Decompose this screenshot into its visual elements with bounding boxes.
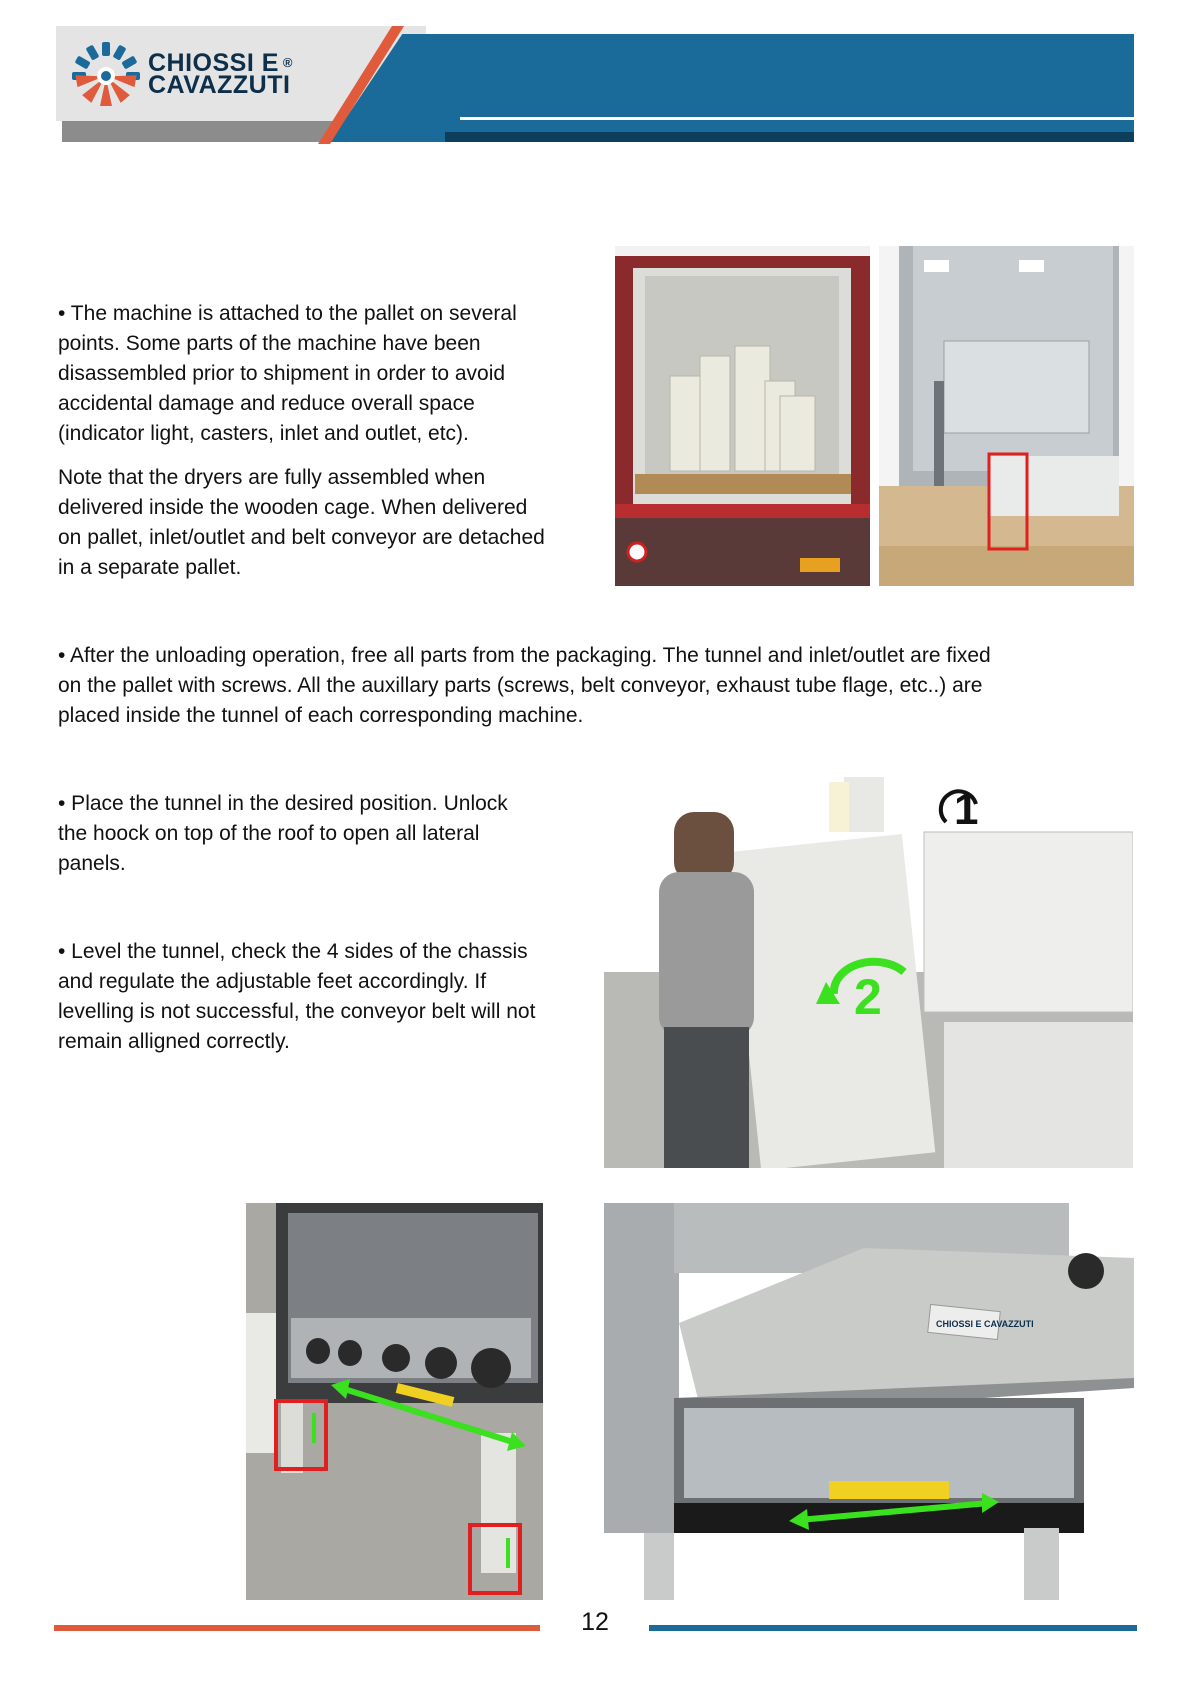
footer-blue-line [649,1625,1137,1631]
step-2-label: 2 [854,969,882,1025]
company-logo-text [148,49,294,99]
pallet-paragraph: • The machine is attached to the pallet on several points. Some parts of the machine have been disassembled prior to shipment in order to avoid accidental damage and reduce overall space (indicator light, casters, inlet and outlet, etc). [58,302,517,445]
logo-registered-mark: ® [282,55,294,70]
header-blue-banner [330,34,1134,142]
header-dark-strip [445,132,1134,142]
open-panel-photo [604,772,1133,1168]
levelling-feet-photo [246,1203,543,1600]
logo-line-2: CAVAZZUTI [148,71,291,99]
level-paragraph: • Level the tunnel, check the 4 sides of the chassis and regulate the adjustable feet accordingly. If levelling is not successful, the conveyor belt will not remain alligned correctly. [58,940,536,1053]
header-orange-stripe [300,26,420,144]
container-photo [615,246,870,586]
pallet-foot-photo [879,246,1134,586]
logo-line-1: CHIOSSI E [148,49,279,77]
header-banner-line [460,117,1134,120]
company-logo-icon [70,40,142,112]
conveyor-level-photo [604,1203,1134,1600]
page-number: 12 [581,1608,609,1636]
step-1-label: 1 [954,785,979,834]
footer-orange-line [54,1625,540,1631]
note-paragraph: Note that the dryers are fully assembled when delivered inside the wooden cage. When delivered on pallet, inlet/outlet and belt conveyor are detached in a separate pallet. [58,466,545,579]
machine-logo-plate: CHIOSSI E CAVAZZUTI [936,1319,1034,1329]
unloading-paragraph: • After the unloading operation, free all parts from the packaging. The tunnel and inlet/outlet are fixed on the pallet with screws. All the auxillary parts (screws, belt conveyor, exhaust tube flage, etc..) are placed inside the tunnel of each corresponding machine. [58,644,991,727]
place-paragraph: • Place the tunnel in the desired position. Unlock the hoock on top of the roof to open all lateral panels. [58,792,508,875]
